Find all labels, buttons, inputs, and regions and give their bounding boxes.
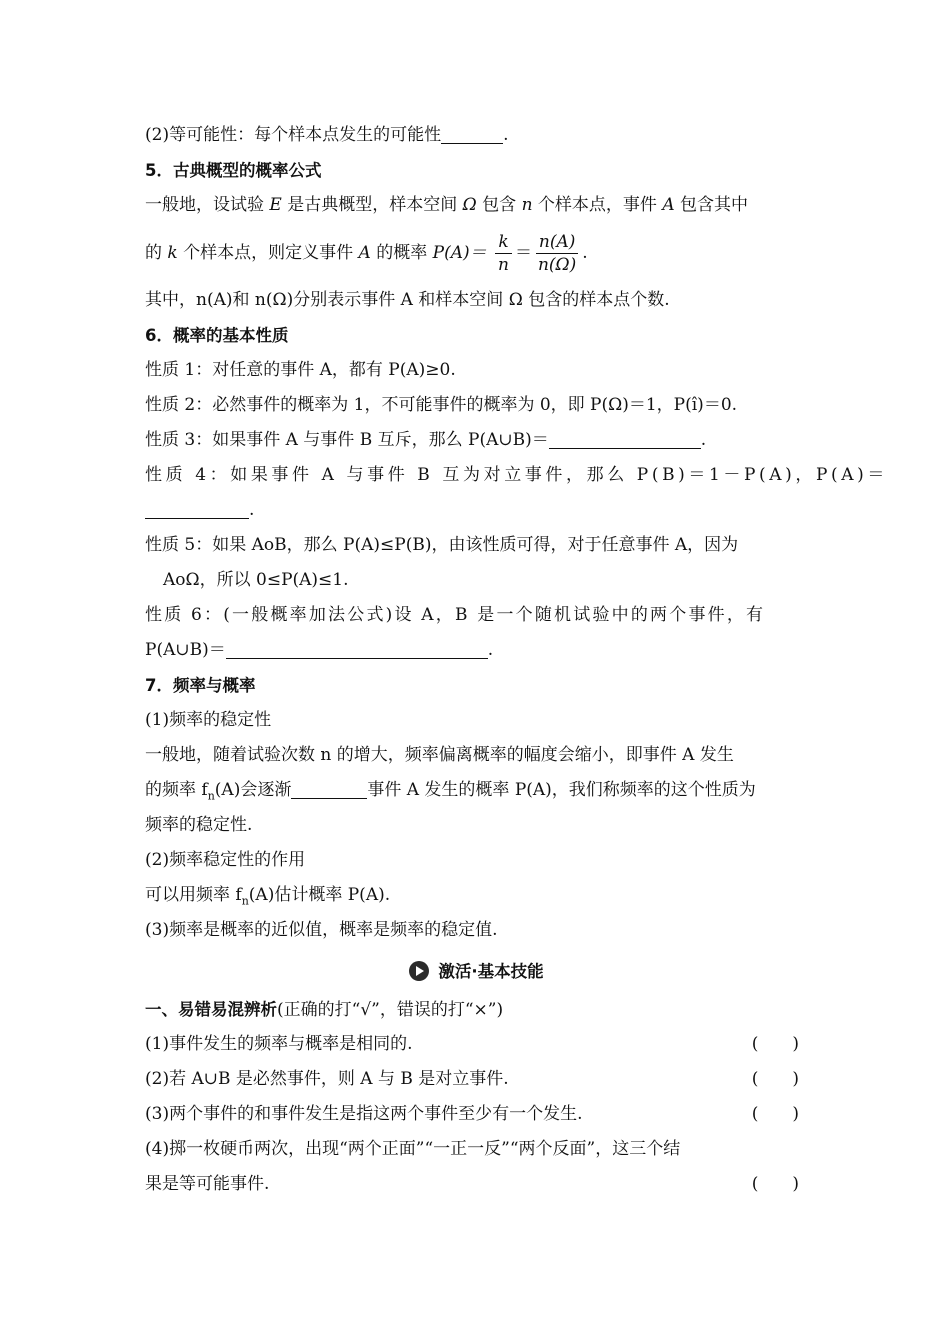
numerator: n(A) <box>536 231 579 254</box>
quiz-item-2 <box>145 1062 807 1097</box>
property-3 <box>145 423 807 458</box>
heading-5: 5．古典概型的概率公式 <box>145 161 322 180</box>
text: (A)估计概率 P(A). <box>248 885 391 905</box>
symbol: Ω <box>462 195 477 215</box>
text: 的频率 f <box>145 780 208 800</box>
fill-blank[interactable] <box>549 428 701 449</box>
denominator: n(Ω) <box>537 255 577 275</box>
text: . <box>487 640 494 660</box>
text-line: 一般地，随着试验次数 n 的增大，频率偏离概率的幅度会缩小，即事件 A 发生 <box>145 745 734 765</box>
text: 可以用频率 f <box>145 885 242 905</box>
symbol: k <box>167 243 178 263</box>
fill-blank[interactable] <box>441 123 503 144</box>
quiz-item-3 <box>145 1097 807 1132</box>
symbol: P(A)＝ <box>432 243 487 263</box>
question-text: (3)两个事件的和事件发生是指这两个事件至少有一个发生. <box>145 1104 583 1124</box>
subheading: (1)频率的稳定性 <box>145 710 272 730</box>
text: 个样本点，则定义事件 <box>183 243 354 263</box>
text: ＝ <box>514 243 532 263</box>
property-2: 性质 2：必然事件的概率为 1，不可能事件的概率为 0，即 P(Ω)＝1，P(î)＝0. <box>145 395 738 415</box>
property-1: 性质 1：对任意的事件 A，都有 P(A)≥0. <box>145 360 456 380</box>
text-line <box>145 118 807 153</box>
heading-6: 6．概率的基本性质 <box>145 326 289 345</box>
property-5-cont: AoΩ，所以 0≤P(A)≤1. <box>163 570 349 590</box>
play-circle-icon <box>408 960 430 982</box>
quiz-item-4: (4)掷一枚硬币两次，出现“两个正面”“一正一反”“两个反面”，这三个结 <box>145 1139 681 1159</box>
quiz-item-4-cont <box>145 1167 807 1202</box>
fraction-k-over-n <box>495 231 512 276</box>
answer-bracket[interactable]: ( ) <box>751 1069 799 1089</box>
symbol: A <box>358 243 371 263</box>
question-text: (1)事件发生的频率与概率是相同的. <box>145 1034 413 1054</box>
text-line <box>145 188 807 223</box>
text: . <box>249 500 255 520</box>
text: (2)等可能性：每个样本点发生的可能性 <box>145 125 442 145</box>
answer-bracket[interactable]: ( ) <box>751 1034 799 1054</box>
numerator: k <box>495 231 511 254</box>
text: P(A∪B)＝ <box>145 640 226 660</box>
text-line <box>145 773 807 808</box>
fill-blank[interactable] <box>226 638 488 659</box>
text: 是古典概型，样本空间 <box>287 195 458 215</box>
quiz-heading-rest: (正确的打“√”，错误的打“×”) <box>277 1000 504 1020</box>
text: 的 <box>145 243 162 263</box>
fill-blank[interactable] <box>145 498 249 519</box>
symbol: n <box>521 195 533 215</box>
property-5: 性质 5：如果 AoB，那么 P(A)≤P(B)，由该性质可得，对于任意事件 A，因为 <box>145 535 739 555</box>
property-4: 性质 4：如果事件 A 与事件 B 互为对立事件，那么 P(B)＝1－P(A)，P(A)＝ <box>145 465 888 485</box>
text-line: 频率的稳定性. <box>145 815 253 835</box>
text: . <box>503 125 509 145</box>
property-6-cont <box>145 633 807 668</box>
text: (A)会逐渐 <box>214 780 292 800</box>
text: 一般地，设试验 <box>145 195 264 215</box>
subheading: (2)频率稳定性的作用 <box>145 850 306 870</box>
text: 包含其中 <box>680 195 749 215</box>
subscript: n <box>241 894 249 908</box>
text: 性质 3：如果事件 A 与事件 B 互斥，那么 P(A∪B)＝ <box>145 430 549 450</box>
fill-blank[interactable] <box>291 778 367 799</box>
symbol: A <box>662 195 675 215</box>
fraction-nA-over-nOmega <box>535 231 579 276</box>
answer-bracket[interactable]: ( ) <box>751 1174 799 1194</box>
quiz-heading-bold: 一、易错易混辨析 <box>145 1000 277 1019</box>
text-line: (3)频率是概率的近似值，概率是频率的稳定值. <box>145 920 498 940</box>
text: 事件 A 发生的概率 P(A)，我们称频率的这个性质为 <box>367 780 756 800</box>
symbol: E <box>269 195 282 215</box>
quiz-item-1 <box>145 1027 807 1062</box>
question-text: 果是等可能事件. <box>145 1174 270 1194</box>
property-6: 性质 6：(一般概率加法公式)设 A，B 是一个随机试验中的两个事件，有 <box>145 605 766 625</box>
formula-line <box>145 223 807 283</box>
question-text: (2)若 A∪B 是必然事件，则 A 与 B 是对立事件. <box>145 1069 509 1089</box>
answer-bracket[interactable]: ( ) <box>751 1104 799 1124</box>
text: 包含 <box>482 195 517 215</box>
text: . <box>582 243 588 263</box>
denominator: n <box>498 255 509 275</box>
heading-7: 7．频率与概率 <box>145 676 256 695</box>
subscript: n <box>207 789 215 803</box>
section-title-text: 激活·基本技能 <box>438 962 544 981</box>
text: 的概率 <box>376 243 428 263</box>
text: . <box>700 430 707 450</box>
text-line <box>145 878 807 913</box>
property-4-cont <box>145 493 807 528</box>
text-line: 其中，n(A)和 n(Ω)分别表示事件 A 和样本空间 Ω 包含的样本点个数. <box>145 290 670 310</box>
document-page <box>145 118 888 1202</box>
quiz-heading <box>145 992 807 1027</box>
text: 个样本点，事件 <box>537 195 657 215</box>
section-title <box>145 952 807 992</box>
